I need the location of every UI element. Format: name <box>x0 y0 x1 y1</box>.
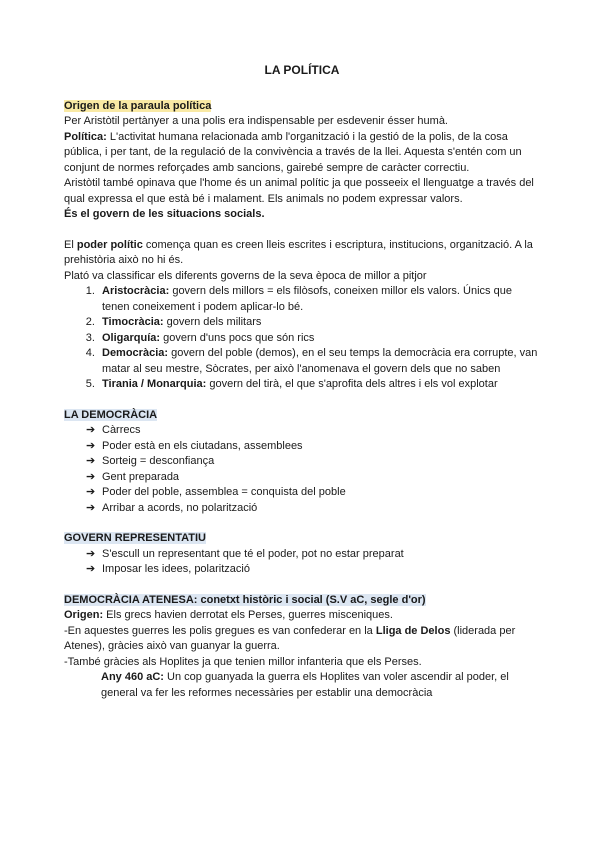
text: Un cop guanyada la guerra els Hoplites van voler ascendir al poder, el general va fer les reformes necessàries per establir una democràcia <box>101 671 509 699</box>
section-heading-democracia: LA DEMOCRÀCIA <box>64 408 158 421</box>
list-item-text: Poder del poble, assemblea = conquista del poble <box>102 486 346 498</box>
term-label: Tirania / Monarquia: <box>102 378 207 390</box>
term-text: govern dels millors = els filòsofs, coneixen millor els valors. Únics que tenen coneixement i podem aplicar-lo bé. <box>102 285 512 313</box>
section-origin <box>64 99 540 115</box>
arrow-icon: ➔ <box>86 470 96 483</box>
term-text: govern del tirà, el que s'aprofita dels altres i els vol explotar <box>206 378 498 390</box>
spacer <box>64 578 540 593</box>
text: comença quan es creen lleis escrites i escriptura, institucions, organització. A la prehistòria això no hi és. <box>64 238 533 266</box>
paragraph: Aristòtil també opinava que l'home és un animal polític ja que posseeix el llenguatge a través del qual expressa el que està bé i malament. Els animals no podem expressar valors. <box>64 177 534 205</box>
section-democracia <box>64 408 540 424</box>
list-item-text: Gent preparada <box>102 470 180 483</box>
list-item <box>86 423 540 439</box>
text: Els grecs havien derrotat els Perses, guerres misceniques. <box>103 609 393 621</box>
paragraph-any <box>64 670 540 701</box>
term-text: govern dels militars <box>163 316 262 328</box>
bold-term: Lliga de Delos <box>375 624 451 637</box>
list-item <box>98 331 540 347</box>
paragraph-origin <box>64 608 540 624</box>
section-heading-origin: Origen de la paraula política <box>64 99 212 112</box>
arrow-icon: ➔ <box>86 501 96 514</box>
democracia-list <box>64 423 540 516</box>
text: El <box>64 238 77 251</box>
list-item <box>86 485 540 501</box>
list-item <box>86 454 540 470</box>
term-label: Origen: <box>64 609 104 621</box>
list-item <box>86 562 540 578</box>
arrow-icon: ➔ <box>86 563 96 575</box>
arrow-icon: ➔ <box>86 424 96 436</box>
text: (liderada per Atenes), gràcies això van guanyar la guerra. <box>64 624 516 652</box>
spacer <box>64 223 540 238</box>
term-label: Oligarquía: <box>102 331 161 344</box>
arrow-icon: ➔ <box>86 547 96 560</box>
paragraph-poder <box>64 238 540 269</box>
paragraph: -També gràcies als Hoplites ja que tenien millor infanteria que els Perses. <box>64 655 422 668</box>
governments-list <box>64 284 540 393</box>
list-item-text: Arribar a acords, no polarització <box>102 501 258 514</box>
list-item <box>98 315 540 331</box>
arrow-icon: ➔ <box>86 439 96 452</box>
list-item-text: Sorteig = desconfiança <box>102 455 215 467</box>
list-item <box>86 547 540 563</box>
arrow-icon: ➔ <box>86 455 96 467</box>
term-text: govern d'uns pocs que són rics <box>160 331 315 344</box>
section-heading-atenesa: DEMOCRÀCIA ATENESA: conetxt històric i social (S.V aC, segle d'or) <box>64 593 426 606</box>
term-label: Democràcia: <box>102 347 169 359</box>
term-label: Timocràcia: <box>102 316 164 328</box>
govern-list <box>64 547 540 578</box>
section-govern <box>64 531 540 547</box>
paragraph: Plató va classificar els diferents governs de la seva època de millor a pitjor <box>64 269 427 282</box>
list-item-text: Poder està en els ciutadans, assemblees <box>102 439 303 452</box>
list-item <box>86 501 540 517</box>
list-item <box>98 284 540 315</box>
list-item-text: Càrrecs <box>102 424 141 436</box>
page-title: LA POLÍTICA <box>264 63 340 77</box>
arrow-icon: ➔ <box>86 486 96 498</box>
paragraph-bold <box>64 207 540 223</box>
list-item <box>98 377 540 393</box>
term-text: govern del poble (demos), en el seu temps la democràcia era corrupte, van matar al seu mestre, Sòcrates, per això l'anomenava el govern dels que no saben <box>102 347 538 375</box>
spacer <box>64 393 540 408</box>
list-item-text: S'escull un representant que té el poder, pot no estar preparat <box>102 547 404 560</box>
bold-statement: És el govern de les situacions socials. <box>64 208 265 220</box>
section-heading-govern: GOVERN REPRESENTATIU <box>64 532 206 544</box>
list-item-text: Imposar les idees, polarització <box>102 563 250 575</box>
definition-text: L'activitat humana relacionada amb l'organització i la gestió de la polis, de la cosa pública, i per tant, de la regulació de la convivència a través de la llei. Aquesta s'entén com un conjunt de normes reforçades amb sancions, gairebé sempre de caràcter correctiu. <box>64 130 522 174</box>
list-item <box>86 470 540 486</box>
term-label: Política: <box>64 130 107 143</box>
paragraph-lliga <box>64 624 540 655</box>
term-label: Aristocràcia: <box>102 285 170 297</box>
paragraph: Per Aristòtil pertànyer a una polis era indispensable per esdevenir ésser humà. <box>64 115 448 127</box>
document-content <box>64 63 540 701</box>
list-item <box>98 346 540 377</box>
list-item <box>86 439 540 455</box>
spacer <box>64 516 540 531</box>
term-label: Any 460 aC: <box>101 671 164 683</box>
paragraph-definition <box>64 130 540 177</box>
section-atenesa <box>64 593 540 609</box>
bold-term: poder polític <box>76 238 143 251</box>
text: -En aquestes guerres les polis gregues es van confederar en la <box>64 624 376 637</box>
